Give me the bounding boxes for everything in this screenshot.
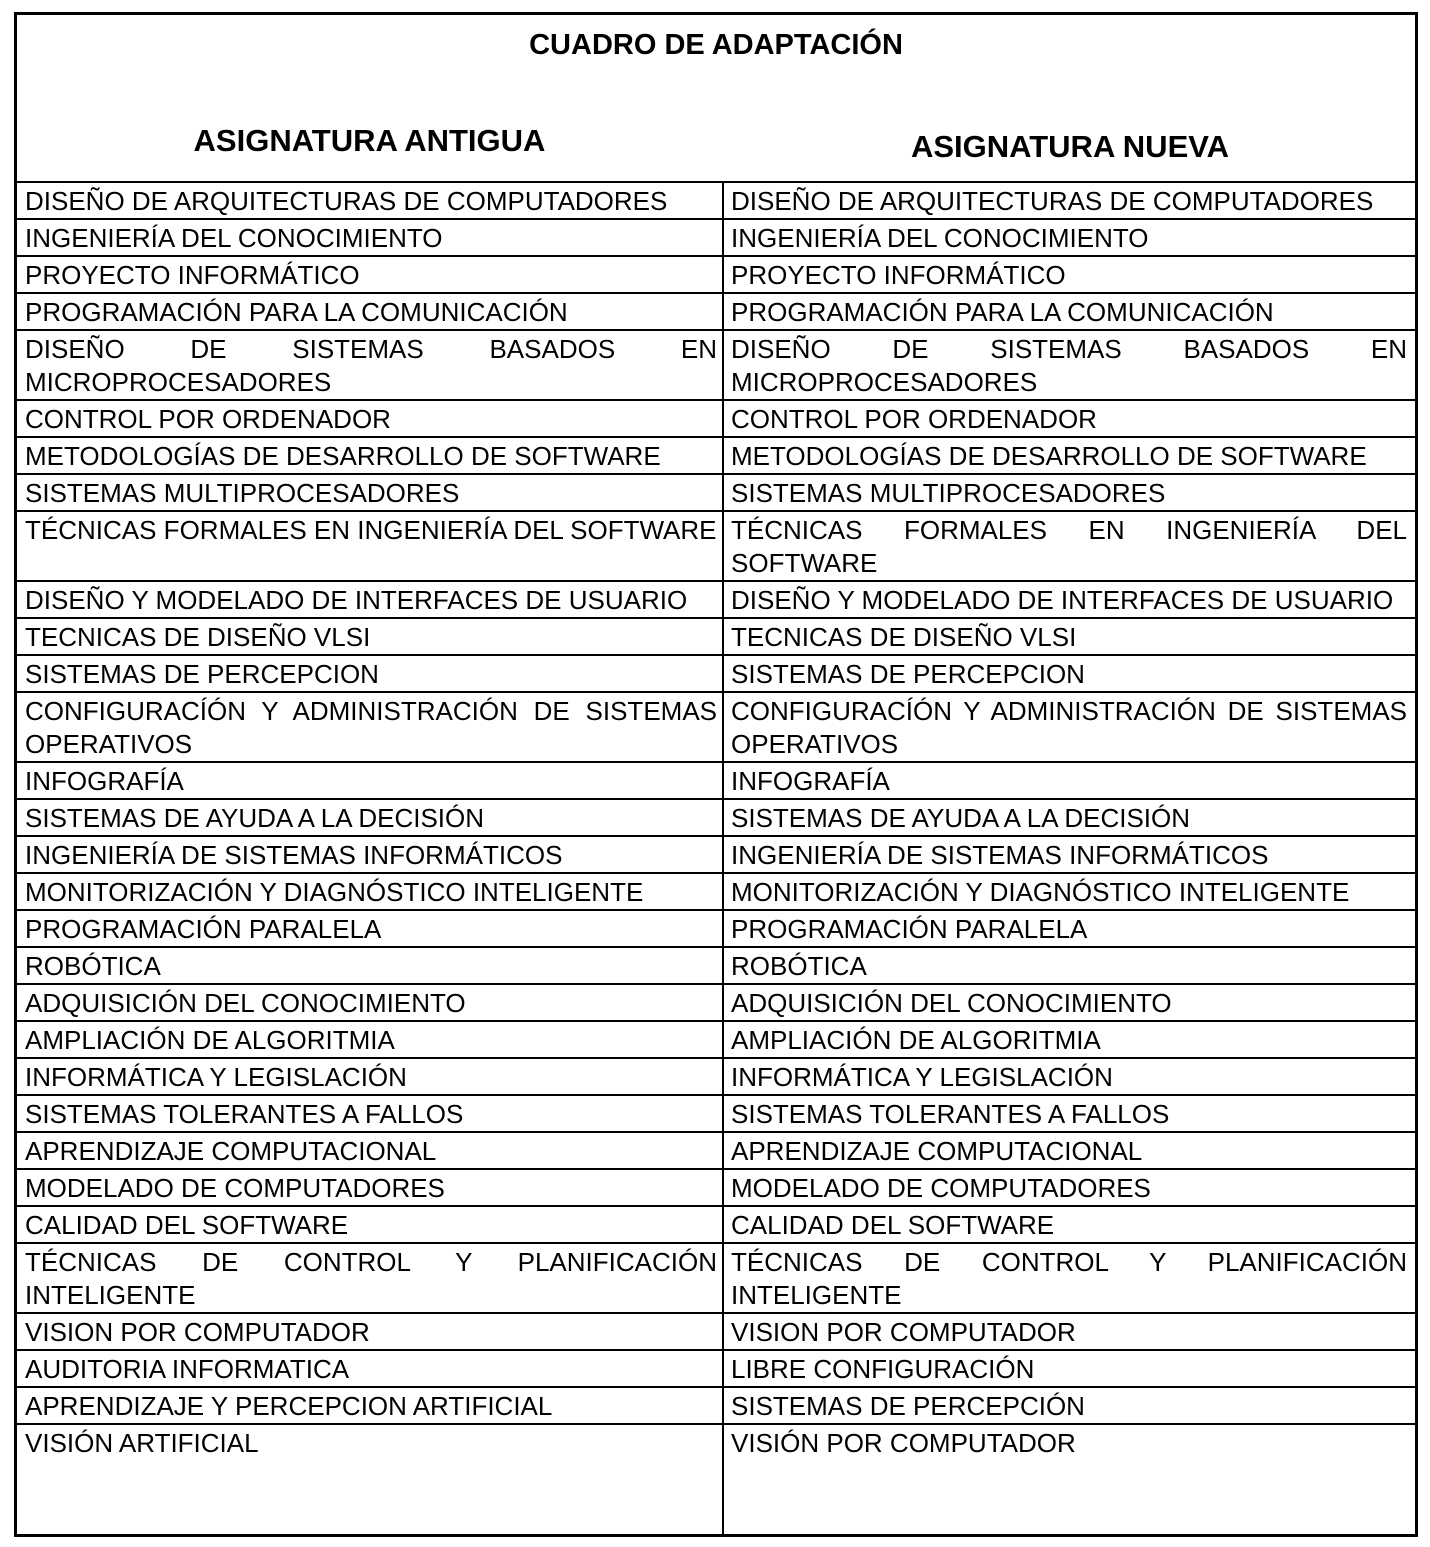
table-row [17,1243,1415,1313]
table-row [17,1313,1415,1350]
new-subject-cell: ADQUISICIÓN DEL CONOCIMIENTO [723,984,1415,1021]
table-row [17,1206,1415,1243]
table-row [17,330,1415,400]
new-subject-cell: SISTEMAS DE PERCEPCION [723,655,1415,692]
table-row [17,219,1415,256]
header-new-subject: ASIGNATURA NUEVA [910,129,1230,164]
new-subject-cell: MONITORIZACIÓN Y DIAGNÓSTICO INTELIGENTE [723,873,1415,910]
old-subject-cell: DISEÑO Y MODELADO DE INTERFACES DE USUARIO [17,581,723,618]
old-subject-cell: INFORMÁTICA Y LEGISLACIÓN [17,1058,723,1095]
old-subject-cell: SISTEMAS MULTIPROCESADORES [17,474,723,511]
table-row [17,799,1415,836]
old-subject-cell: SISTEMAS DE PERCEPCION [17,655,723,692]
new-subject-cell: APRENDIZAJE COMPUTACIONAL [723,1132,1415,1169]
old-subject-cell: ROBÓTICA [17,947,723,984]
old-subject-cell: CONTROL POR ORDENADOR [17,400,723,437]
old-subject-cell: SISTEMAS DE AYUDA A LA DECISIÓN [17,799,723,836]
table-row [17,984,1415,1021]
old-subject-cell: DISEÑO DE ARQUITECTURAS DE COMPUTADORES [17,182,723,219]
new-subject-cell: VISIÓN POR COMPUTADOR [723,1424,1415,1460]
new-subject-cell: CONFIGURACÍÓN Y ADMINISTRACIÓN DE SISTEMAS OPERATIVOS [723,692,1415,762]
table-row [17,1095,1415,1132]
old-subject-cell: PROGRAMACIÓN PARALELA [17,910,723,947]
table-row [17,293,1415,330]
new-subject-cell: INFORMÁTICA Y LEGISLACIÓN [723,1058,1415,1095]
table-row [17,836,1415,873]
adaptation-table-frame [14,12,1418,1537]
new-subject-cell: AMPLIACIÓN DE ALGORITMIA [723,1021,1415,1058]
new-subject-cell: INGENIERÍA DEL CONOCIMIENTO [723,219,1415,256]
old-subject-cell: INGENIERÍA DEL CONOCIMIENTO [17,219,723,256]
old-subject-cell: PROGRAMACIÓN PARA LA COMUNICACIÓN [17,293,723,330]
header-old-subject: ASIGNATURA ANTIGUA [193,123,546,158]
old-subject-cell: AUDITORIA INFORMATICA [17,1350,723,1387]
table-row [17,762,1415,799]
new-subject-cell: SISTEMAS DE AYUDA A LA DECISIÓN [723,799,1415,836]
old-subject-cell: TÉCNICAS DE CONTROL Y PLANIFICACIÓN INTELIGENTE [17,1243,723,1313]
table-row [17,400,1415,437]
old-subject-cell: TECNICAS DE DISEÑO VLSI [17,618,723,655]
table-row [17,618,1415,655]
new-subject-cell: INGENIERÍA DE SISTEMAS INFORMÁTICOS [723,836,1415,873]
new-subject-cell: PROYECTO INFORMÁTICO [723,256,1415,293]
old-subject-cell: MODELADO DE COMPUTADORES [17,1169,723,1206]
table-row [17,256,1415,293]
old-subject-cell: PROYECTO INFORMÁTICO [17,256,723,293]
new-subject-cell: PROGRAMACIÓN PARA LA COMUNICACIÓN [723,293,1415,330]
table-row [17,437,1415,474]
old-subject-cell: VISIÓN ARTIFICIAL [17,1424,723,1460]
new-subject-cell: METODOLOGÍAS DE DESARROLLO DE SOFTWARE [723,437,1415,474]
old-subject-cell: INGENIERÍA DE SISTEMAS INFORMÁTICOS [17,836,723,873]
old-subject-cell: TÉCNICAS FORMALES EN INGENIERÍA DEL SOFTWARE [17,511,723,581]
old-subject-cell: MONITORIZACIÓN Y DIAGNÓSTICO INTELIGENTE [17,873,723,910]
new-subject-cell: DISEÑO DE ARQUITECTURAS DE COMPUTADORES [723,182,1415,219]
new-subject-cell: DISEÑO Y MODELADO DE INTERFACES DE USUARIO [723,581,1415,618]
old-subject-cell: SISTEMAS TOLERANTES A FALLOS [17,1095,723,1132]
table-row [17,1424,1415,1460]
new-subject-cell: MODELADO DE COMPUTADORES [723,1169,1415,1206]
table-row [17,873,1415,910]
old-subject-cell: INFOGRAFÍA [17,762,723,799]
old-subject-cell: CALIDAD DEL SOFTWARE [17,1206,723,1243]
new-subject-cell: DISEÑO DE SISTEMAS BASADOS EN MICROPROCESADORES [723,330,1415,400]
new-subject-cell: PROGRAMACIÓN PARALELA [723,910,1415,947]
table-row [17,1058,1415,1095]
table-row [17,692,1415,762]
table-row [17,947,1415,984]
table-row [17,910,1415,947]
old-subject-cell: VISION POR COMPUTADOR [17,1313,723,1350]
table-row [17,182,1415,219]
table-row [17,511,1415,581]
table-row [17,655,1415,692]
old-subject-cell: APRENDIZAJE Y PERCEPCION ARTIFICIAL [17,1387,723,1424]
subjects-table-body [17,182,1415,1460]
table-row [17,1169,1415,1206]
old-subject-cell: AMPLIACIÓN DE ALGORITMIA [17,1021,723,1058]
new-subject-cell: ROBÓTICA [723,947,1415,984]
new-subject-cell: CONTROL POR ORDENADOR [723,400,1415,437]
old-subject-cell: METODOLOGÍAS DE DESARROLLO DE SOFTWARE [17,437,723,474]
table-row [17,1387,1415,1424]
table-row [17,1021,1415,1058]
old-subject-cell: APRENDIZAJE COMPUTACIONAL [17,1132,723,1169]
new-subject-cell: CALIDAD DEL SOFTWARE [723,1206,1415,1243]
new-subject-cell: TECNICAS DE DISEÑO VLSI [723,618,1415,655]
table-title: CUADRO DE ADAPTACIÓN [529,29,903,61]
new-subject-cell: TÉCNICAS FORMALES EN INGENIERÍA DEL SOFTWARE [723,511,1415,581]
table-row [17,1132,1415,1169]
new-subject-cell: LIBRE CONFIGURACIÓN [723,1350,1415,1387]
table-row [17,474,1415,511]
new-subject-cell: SISTEMAS TOLERANTES A FALLOS [723,1095,1415,1132]
old-subject-cell: ADQUISICIÓN DEL CONOCIMIENTO [17,984,723,1021]
table-row [17,581,1415,618]
new-subject-cell: INFOGRAFÍA [723,762,1415,799]
new-subject-cell: SISTEMAS MULTIPROCESADORES [723,474,1415,511]
subjects-table [17,181,1415,1460]
new-subject-cell: SISTEMAS DE PERCEPCIÓN [723,1387,1415,1424]
table-row [17,1350,1415,1387]
old-subject-cell: CONFIGURACÍÓN Y ADMINISTRACIÓN DE SISTEMAS OPERATIVOS [17,692,723,762]
old-subject-cell: DISEÑO DE SISTEMAS BASADOS EN MICROPROCESADORES [17,330,723,400]
new-subject-cell: VISION POR COMPUTADOR [723,1313,1415,1350]
new-subject-cell: TÉCNICAS DE CONTROL Y PLANIFICACIÓN INTELIGENTE [723,1243,1415,1313]
